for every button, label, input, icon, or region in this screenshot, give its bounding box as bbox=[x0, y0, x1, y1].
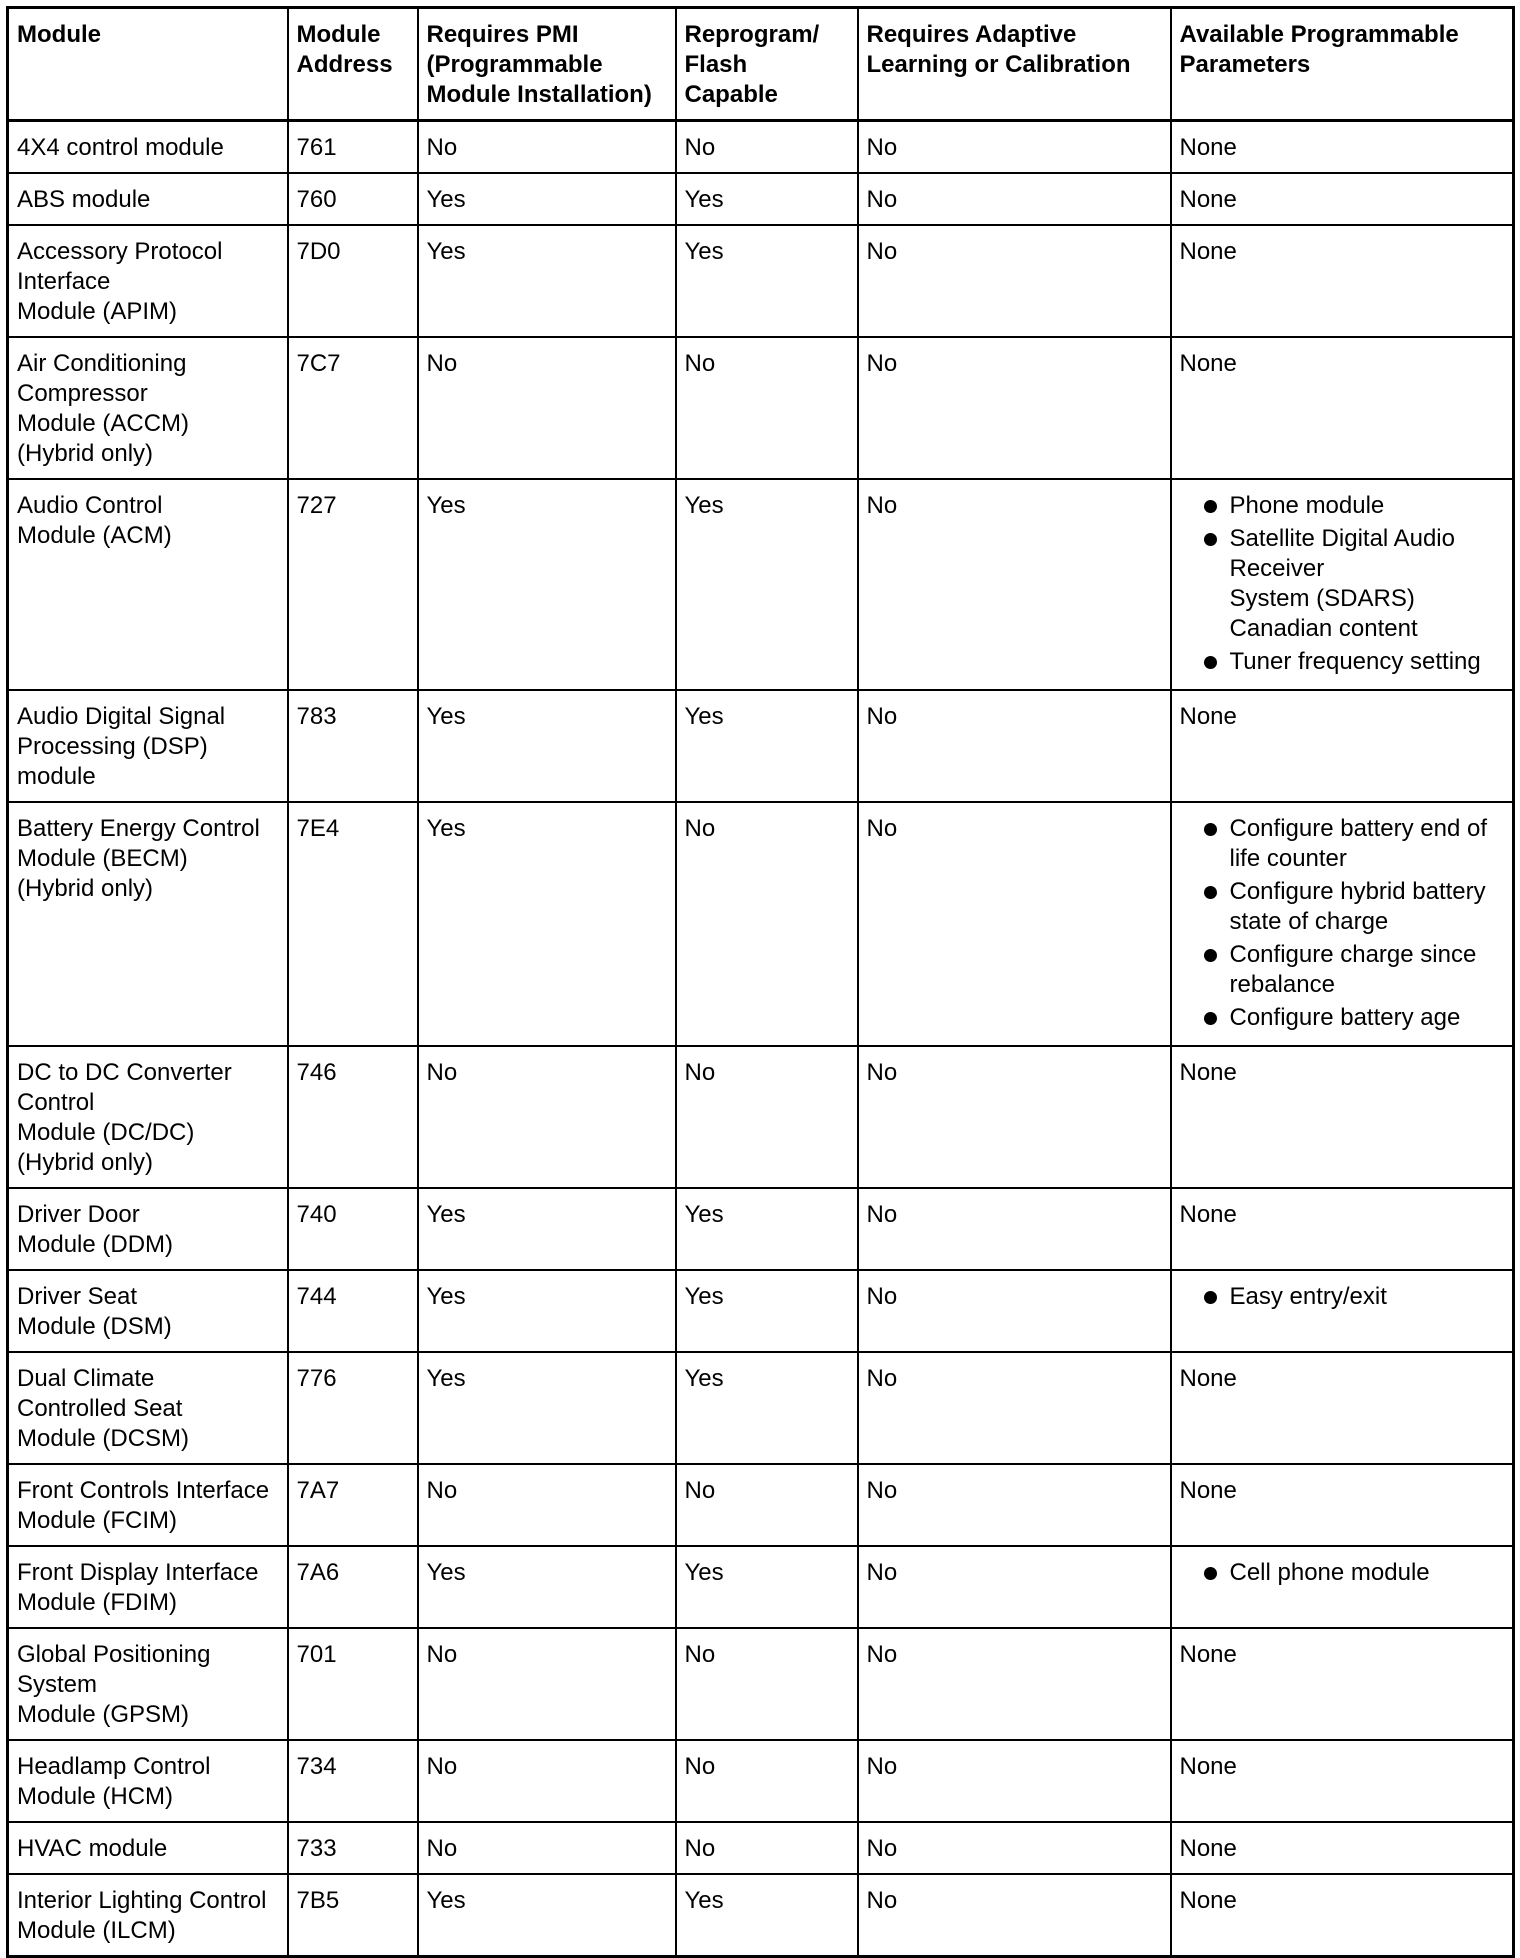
params-list-item bbox=[1180, 814, 1505, 874]
cell-address: 7A6 bbox=[288, 1546, 418, 1628]
cell-params: None bbox=[1171, 1188, 1514, 1270]
cell-adaptive: No bbox=[858, 802, 1171, 1046]
cell-params: None bbox=[1171, 225, 1514, 337]
cell-pmi: Yes bbox=[418, 1188, 676, 1270]
cell-pmi: No bbox=[418, 1628, 676, 1740]
cell-adaptive: No bbox=[858, 121, 1171, 174]
cell-params: None bbox=[1171, 690, 1514, 802]
cell-module: Driver Door Module (DDM) bbox=[8, 1188, 288, 1270]
params-item-text: Tuner frequency setting bbox=[1229, 648, 1481, 675]
cell-flash: Yes bbox=[676, 479, 858, 690]
header-pmi: Requires PMI (Programmable Module Installation) bbox=[418, 8, 676, 121]
cell-adaptive: No bbox=[858, 1740, 1171, 1822]
cell-adaptive: No bbox=[858, 1874, 1171, 1957]
params-list bbox=[1180, 1558, 1505, 1588]
cell-params bbox=[1171, 479, 1514, 690]
params-item-text: Configure charge since rebalance bbox=[1229, 941, 1477, 998]
cell-address: 7A7 bbox=[288, 1464, 418, 1546]
table-row bbox=[8, 1270, 1514, 1352]
cell-pmi: Yes bbox=[418, 1546, 676, 1628]
table-row bbox=[8, 802, 1514, 1046]
module-table bbox=[6, 6, 1515, 1958]
header-module: Module bbox=[8, 8, 288, 121]
cell-flash: Yes bbox=[676, 1188, 858, 1270]
cell-module: 4X4 control module bbox=[8, 121, 288, 174]
cell-flash: No bbox=[676, 1740, 858, 1822]
bullet-icon bbox=[1204, 949, 1217, 962]
cell-address: 744 bbox=[288, 1270, 418, 1352]
cell-params: None bbox=[1171, 1822, 1514, 1874]
cell-pmi: Yes bbox=[418, 1352, 676, 1464]
cell-module: Front Controls Interface Module (FCIM) bbox=[8, 1464, 288, 1546]
cell-pmi: No bbox=[418, 121, 676, 174]
bullet-icon bbox=[1204, 533, 1217, 546]
cell-pmi: No bbox=[418, 1046, 676, 1188]
cell-pmi: Yes bbox=[418, 690, 676, 802]
cell-params: None bbox=[1171, 1046, 1514, 1188]
cell-module: Interior Lighting Control Module (ILCM) bbox=[8, 1874, 288, 1957]
cell-params: None bbox=[1171, 173, 1514, 225]
params-list bbox=[1180, 1282, 1505, 1312]
params-item-text: Configure battery age bbox=[1229, 1004, 1461, 1031]
table-row bbox=[8, 1874, 1514, 1957]
cell-adaptive: No bbox=[858, 225, 1171, 337]
cell-adaptive: No bbox=[858, 173, 1171, 225]
params-list-item bbox=[1180, 491, 1505, 521]
cell-pmi: Yes bbox=[418, 225, 676, 337]
bullet-icon bbox=[1204, 823, 1217, 836]
table-row bbox=[8, 1352, 1514, 1464]
bullet-icon bbox=[1204, 656, 1217, 669]
cell-flash: Yes bbox=[676, 1270, 858, 1352]
cell-pmi: Yes bbox=[418, 802, 676, 1046]
cell-pmi: Yes bbox=[418, 479, 676, 690]
bullet-icon bbox=[1204, 1012, 1217, 1025]
cell-params bbox=[1171, 1546, 1514, 1628]
cell-flash: No bbox=[676, 1046, 858, 1188]
cell-module: Front Display Interface Module (FDIM) bbox=[8, 1546, 288, 1628]
cell-address: 776 bbox=[288, 1352, 418, 1464]
bullet-icon bbox=[1204, 500, 1217, 513]
cell-address: 761 bbox=[288, 121, 418, 174]
table-row bbox=[8, 1188, 1514, 1270]
cell-module: DC to DC Converter Control Module (DC/DC) (Hybrid only) bbox=[8, 1046, 288, 1188]
cell-address: 701 bbox=[288, 1628, 418, 1740]
cell-params: None bbox=[1171, 1628, 1514, 1740]
cell-address: 760 bbox=[288, 173, 418, 225]
cell-adaptive: No bbox=[858, 1464, 1171, 1546]
cell-adaptive: No bbox=[858, 1352, 1171, 1464]
cell-adaptive: No bbox=[858, 1188, 1171, 1270]
table-row bbox=[8, 1822, 1514, 1874]
cell-params: None bbox=[1171, 1352, 1514, 1464]
params-list-item bbox=[1180, 940, 1505, 1000]
header-flash: Reprogram/ Flash Capable bbox=[676, 8, 858, 121]
cell-adaptive: No bbox=[858, 1628, 1171, 1740]
cell-address: 734 bbox=[288, 1740, 418, 1822]
cell-flash: Yes bbox=[676, 1874, 858, 1957]
bullet-icon bbox=[1204, 886, 1217, 899]
cell-flash: Yes bbox=[676, 225, 858, 337]
cell-adaptive: No bbox=[858, 1546, 1171, 1628]
header-address: Module Address bbox=[288, 8, 418, 121]
cell-pmi: No bbox=[418, 337, 676, 479]
cell-module: Headlamp Control Module (HCM) bbox=[8, 1740, 288, 1822]
cell-address: 7C7 bbox=[288, 337, 418, 479]
cell-module: ABS module bbox=[8, 173, 288, 225]
cell-flash: No bbox=[676, 121, 858, 174]
table-row bbox=[8, 1046, 1514, 1188]
cell-flash: Yes bbox=[676, 690, 858, 802]
cell-pmi: No bbox=[418, 1740, 676, 1822]
cell-pmi: No bbox=[418, 1822, 676, 1874]
cell-flash: No bbox=[676, 1628, 858, 1740]
header-row bbox=[8, 8, 1514, 121]
params-list-item bbox=[1180, 524, 1505, 644]
cell-address: 7B5 bbox=[288, 1874, 418, 1957]
table-row bbox=[8, 121, 1514, 174]
cell-params: None bbox=[1171, 337, 1514, 479]
cell-flash: No bbox=[676, 1822, 858, 1874]
cell-flash: Yes bbox=[676, 1352, 858, 1464]
params-item-text: Configure battery end of life counter bbox=[1229, 815, 1487, 872]
cell-adaptive: No bbox=[858, 337, 1171, 479]
cell-module: Battery Energy Control Module (BECM) (Hybrid only) bbox=[8, 802, 288, 1046]
cell-params bbox=[1171, 802, 1514, 1046]
cell-address: 783 bbox=[288, 690, 418, 802]
cell-pmi: Yes bbox=[418, 173, 676, 225]
table-row bbox=[8, 479, 1514, 690]
cell-module: Audio Control Module (ACM) bbox=[8, 479, 288, 690]
header-adaptive: Requires Adaptive Learning or Calibration bbox=[858, 8, 1171, 121]
cell-adaptive: No bbox=[858, 690, 1171, 802]
cell-params bbox=[1171, 1270, 1514, 1352]
cell-pmi: Yes bbox=[418, 1874, 676, 1957]
bullet-icon bbox=[1204, 1291, 1217, 1304]
params-list-item bbox=[1180, 1003, 1505, 1033]
params-list-item bbox=[1180, 1558, 1505, 1588]
table-row bbox=[8, 1546, 1514, 1628]
params-list bbox=[1180, 491, 1505, 677]
cell-module: Air Conditioning Compressor Module (ACCM) (Hybrid only) bbox=[8, 337, 288, 479]
cell-module: Accessory Protocol Interface Module (APIM) bbox=[8, 225, 288, 337]
cell-pmi: No bbox=[418, 1464, 676, 1546]
table-row bbox=[8, 337, 1514, 479]
header-params: Available Programmable Parameters bbox=[1171, 8, 1514, 121]
params-item-text: Satellite Digital Audio Receiver System (SDARS) Canadian content bbox=[1229, 525, 1455, 642]
params-item-text: Cell phone module bbox=[1229, 1559, 1430, 1586]
table-row bbox=[8, 225, 1514, 337]
cell-module: Global Positioning System Module (GPSM) bbox=[8, 1628, 288, 1740]
params-item-text: Phone module bbox=[1229, 492, 1385, 519]
cell-module: Audio Digital Signal Processing (DSP) module bbox=[8, 690, 288, 802]
cell-address: 7D0 bbox=[288, 225, 418, 337]
cell-pmi: Yes bbox=[418, 1270, 676, 1352]
params-list-item bbox=[1180, 647, 1505, 677]
cell-flash: No bbox=[676, 802, 858, 1046]
params-list-item bbox=[1180, 1282, 1505, 1312]
cell-address: 727 bbox=[288, 479, 418, 690]
cell-params: None bbox=[1171, 1464, 1514, 1546]
params-list-item bbox=[1180, 877, 1505, 937]
cell-params: None bbox=[1171, 121, 1514, 174]
cell-module: Driver Seat Module (DSM) bbox=[8, 1270, 288, 1352]
cell-flash: Yes bbox=[676, 1546, 858, 1628]
cell-flash: No bbox=[676, 337, 858, 479]
table-row bbox=[8, 1740, 1514, 1822]
table-row bbox=[8, 173, 1514, 225]
bullet-icon bbox=[1204, 1567, 1217, 1580]
cell-params: None bbox=[1171, 1874, 1514, 1957]
cell-module: Dual Climate Controlled Seat Module (DCSM) bbox=[8, 1352, 288, 1464]
cell-flash: Yes bbox=[676, 173, 858, 225]
params-list bbox=[1180, 814, 1505, 1033]
table-row bbox=[8, 690, 1514, 802]
cell-address: 7E4 bbox=[288, 802, 418, 1046]
params-item-text: Configure hybrid battery state of charge bbox=[1229, 878, 1486, 935]
table-row bbox=[8, 1628, 1514, 1740]
table-row bbox=[8, 1464, 1514, 1546]
cell-address: 746 bbox=[288, 1046, 418, 1188]
cell-adaptive: No bbox=[858, 1270, 1171, 1352]
cell-params: None bbox=[1171, 1740, 1514, 1822]
cell-adaptive: No bbox=[858, 1046, 1171, 1188]
cell-address: 740 bbox=[288, 1188, 418, 1270]
cell-adaptive: No bbox=[858, 1822, 1171, 1874]
cell-address: 733 bbox=[288, 1822, 418, 1874]
params-item-text: Easy entry/exit bbox=[1229, 1283, 1387, 1310]
cell-flash: No bbox=[676, 1464, 858, 1546]
cell-module: HVAC module bbox=[8, 1822, 288, 1874]
table-body bbox=[8, 121, 1514, 1957]
cell-adaptive: No bbox=[858, 479, 1171, 690]
